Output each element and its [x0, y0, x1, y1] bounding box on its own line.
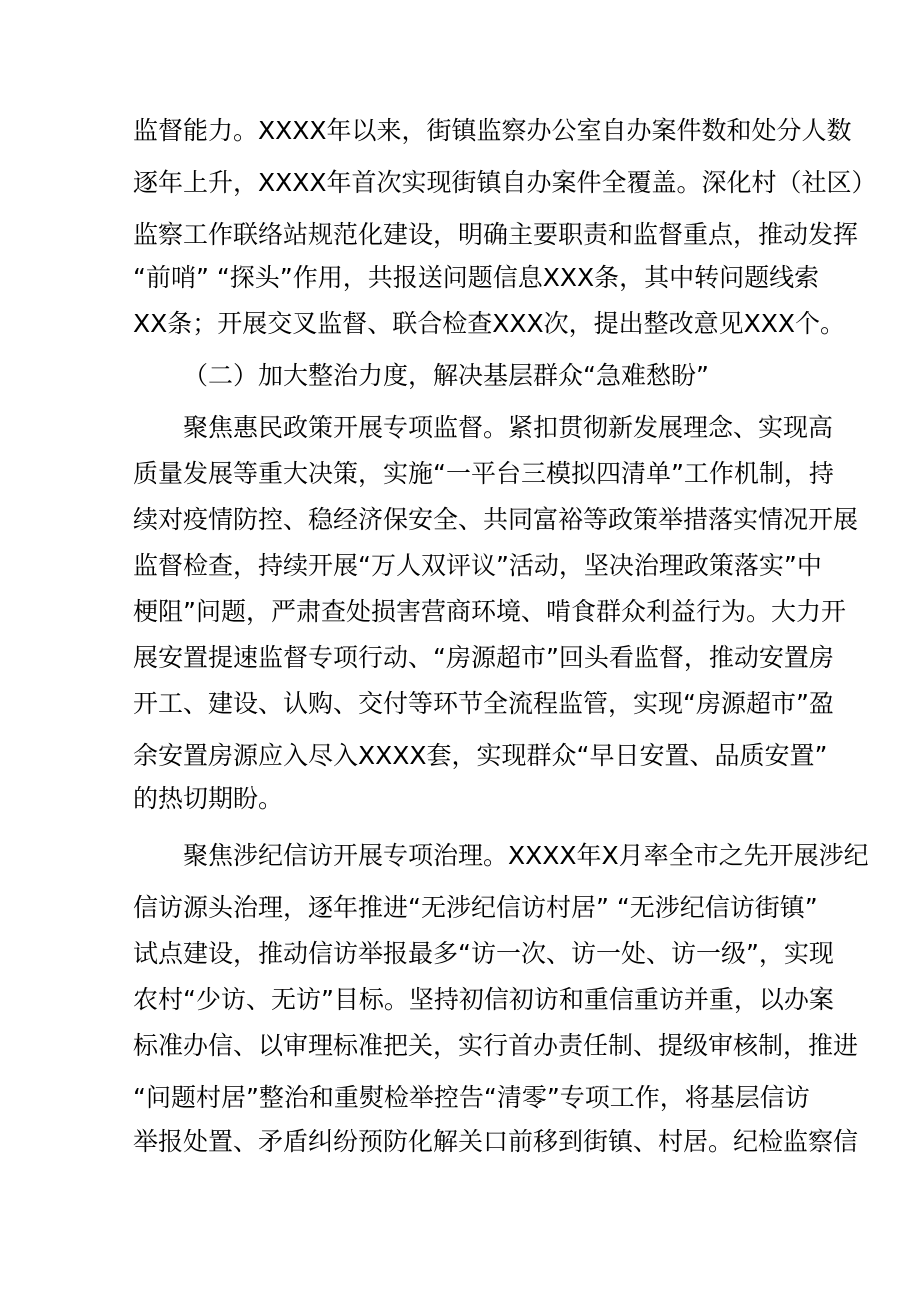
- paragraph-line-5: XX条；开展交叉监督、联合检查XXX次，提出整改意见XXX个。: [133, 309, 846, 338]
- paragraph-line-19: 农村“少访、无访”目标。坚持初信初访和重信重访并重，以办案: [133, 985, 834, 1014]
- paragraph-line-14: 余安置房源应入尽入XXXX套，实现群众“早日安置、品质安置”: [133, 741, 828, 770]
- paragraph-line-11: 梗阻”问题，严肃查处损害营商环境、啃食群众利益行为。大力开: [133, 597, 846, 626]
- paragraph-line-12: 展安置提速监督专项行动、“房源超市”回头看监督，推动安置房: [133, 643, 834, 672]
- section-heading: （二）加大整治力度，解决基层群众“急难愁盼”: [183, 361, 709, 390]
- paragraph-line-3: 监察工作联络站规范化建设，明确主要职责和监督重点，推动发挥: [133, 220, 859, 249]
- paragraph-line-2: 逐年上升，XXXX年首次实现街镇自办案件全覆盖。深化村（社区）: [133, 168, 877, 197]
- paragraph-line-9: 续对疫情防控、稳经济保安全、共同富裕等政策举措落实情况开展: [133, 505, 859, 534]
- paragraph-line-18: 试点建设，推动信访举报最多“访一次、访一处、访一级”，实现: [133, 939, 834, 968]
- paragraph-line-7: 聚焦惠民政策开展专项监督。紧扣贯彻新发展理念、实现高: [183, 413, 834, 442]
- paragraph-line-8: 质量发展等重大决策，实施“一平台三模拟四清单”工作机制，持: [133, 459, 834, 488]
- paragraph-line-16: 聚焦涉纪信访开展专项治理。XXXX年X月率全市之先开展涉纪: [183, 841, 869, 870]
- paragraph-line-1: 监督能力。XXXX年以来，街镇监察办公室自办案件数和处分人数: [133, 116, 852, 145]
- paragraph-line-4: “前哨” “探头”作用，共报送问题信息XXX条，其中转问题线索: [133, 263, 820, 292]
- paragraph-line-21: “问题村居”整治和重熨检举控告“清零”专项工作，将基层信访: [133, 1083, 810, 1112]
- paragraph-line-20: 标准办信、以审理标准把关，实行首办责任制、提级审核制，推进: [133, 1031, 859, 1060]
- paragraph-line-17: 信访源头治理，逐年推进“无涉纪信访村居” “无涉纪信访街镇”: [133, 893, 818, 922]
- paragraph-line-22: 举报处置、矛盾纠纷预防化解关口前移到街镇、村居。纪检监察信: [133, 1127, 859, 1156]
- paragraph-line-13: 开工、建设、认购、交付等环节全流程监管，实现“房源超市”盈: [133, 689, 834, 718]
- paragraph-line-15: 的热切期盼。: [133, 784, 284, 813]
- paragraph-line-10: 监督检查，持续开展“万人双评议”活动，坚决治理政策落实”中: [133, 551, 822, 580]
